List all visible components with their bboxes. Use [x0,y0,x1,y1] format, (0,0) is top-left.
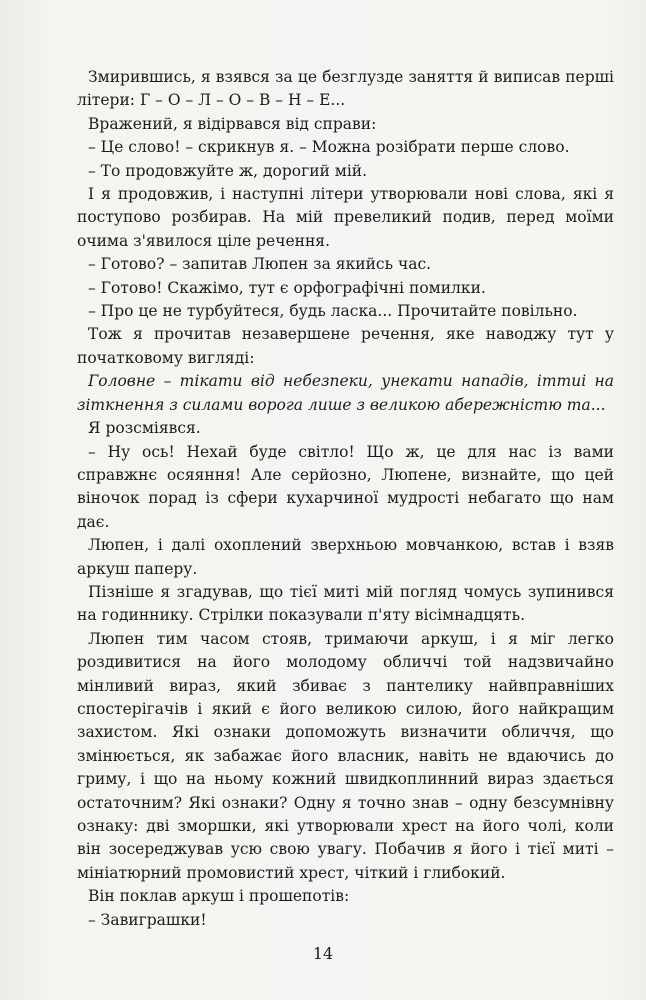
paragraph-7: – Готово! Скажімо, тут є орфографічні помилки. [88,278,486,297]
page-number: 14 [312,944,334,963]
quoted-sentence: Головне – тікати від небезпеки, унекати нападів, іттиі на зіткнення з силами ворога лише з великою абережністю та... [77,372,614,414]
paragraph-1: Змирившись, я взявся за це безглузде заняття й виписав перші літери: Г – О – Л – О – В – Н – Е... [77,68,614,110]
paragraph-15: Люпен тим часом стояв, тримаючи аркуш, і я міг легко роздивитися на його молодому обличчі той надзвичайно мінливий вираз, який збиває з пантелику найвправніших спостерігачів і який є його великою силою, його найкращим захистом. Які ознаки допоможуть визначити обличчя, що змінюється, як забажає його власник, навіть не вдаючись до гриму, і що на ньому кожний швидкоплинний вираз здається остаточним? Які ознаки? Одну я точно знав – одну безсумнівну ознаку: дві зморшки, які утворювали хрест на його чолі, коли він зосереджував усю свою увагу. Побачив я його і тієї миті – мініатюрний промовистий хрест, чіткий і глибокий. [77,629,614,882]
paragraph-16: Він поклав аркуш і прошепотів: [88,887,350,906]
paragraph-8: – Про це не турбуйтеся, будь ласка... Прочитайте повільно. [88,302,578,321]
paragraph-6: – Готово? – запитав Люпен за якийсь час. [88,255,432,274]
paragraph-5: І я продовжив, і наступні літери утворювали нові слова, які я поступово розбирав. На мій превеликий подив, перед моїми очима з'явилося ціле речення. [77,185,614,250]
body-text [77,66,614,932]
paragraph-4: – То продовжуйте ж, дорогий мій. [88,161,368,180]
paragraph-11: Я розсміявся. [88,419,201,438]
paragraph-12: – Ну ось! Нехай буде світло! Що ж, це для нас із вами справжнє осяяння! Але серйозно, Люпене, визнайте, що цей віночок порад із сфери кухарчиної мудрості небагато що нам дає. [77,442,614,531]
paragraph-2: Вражений, я відірвався від справи: [88,114,377,133]
paragraph-13: Люпен, і далі охоплений зверхньою мовчанкою, встав і взяв аркуш паперу. [77,536,614,578]
paragraph-9: Тож я прочитав незавершене речення, яке наводжу тут у початковому вигляді: [77,325,614,367]
paragraph-17: – Завиграшки! [88,910,207,929]
paragraph-14: Пізніше я згадував, що тієї миті мій погляд чомусь зупинився на годиннику. Стрілки показували п'яту вісімнадцять. [77,582,614,625]
paragraph-3: – Це слово! – скрикнув я. – Можна розібрати перше слово. [88,138,570,157]
